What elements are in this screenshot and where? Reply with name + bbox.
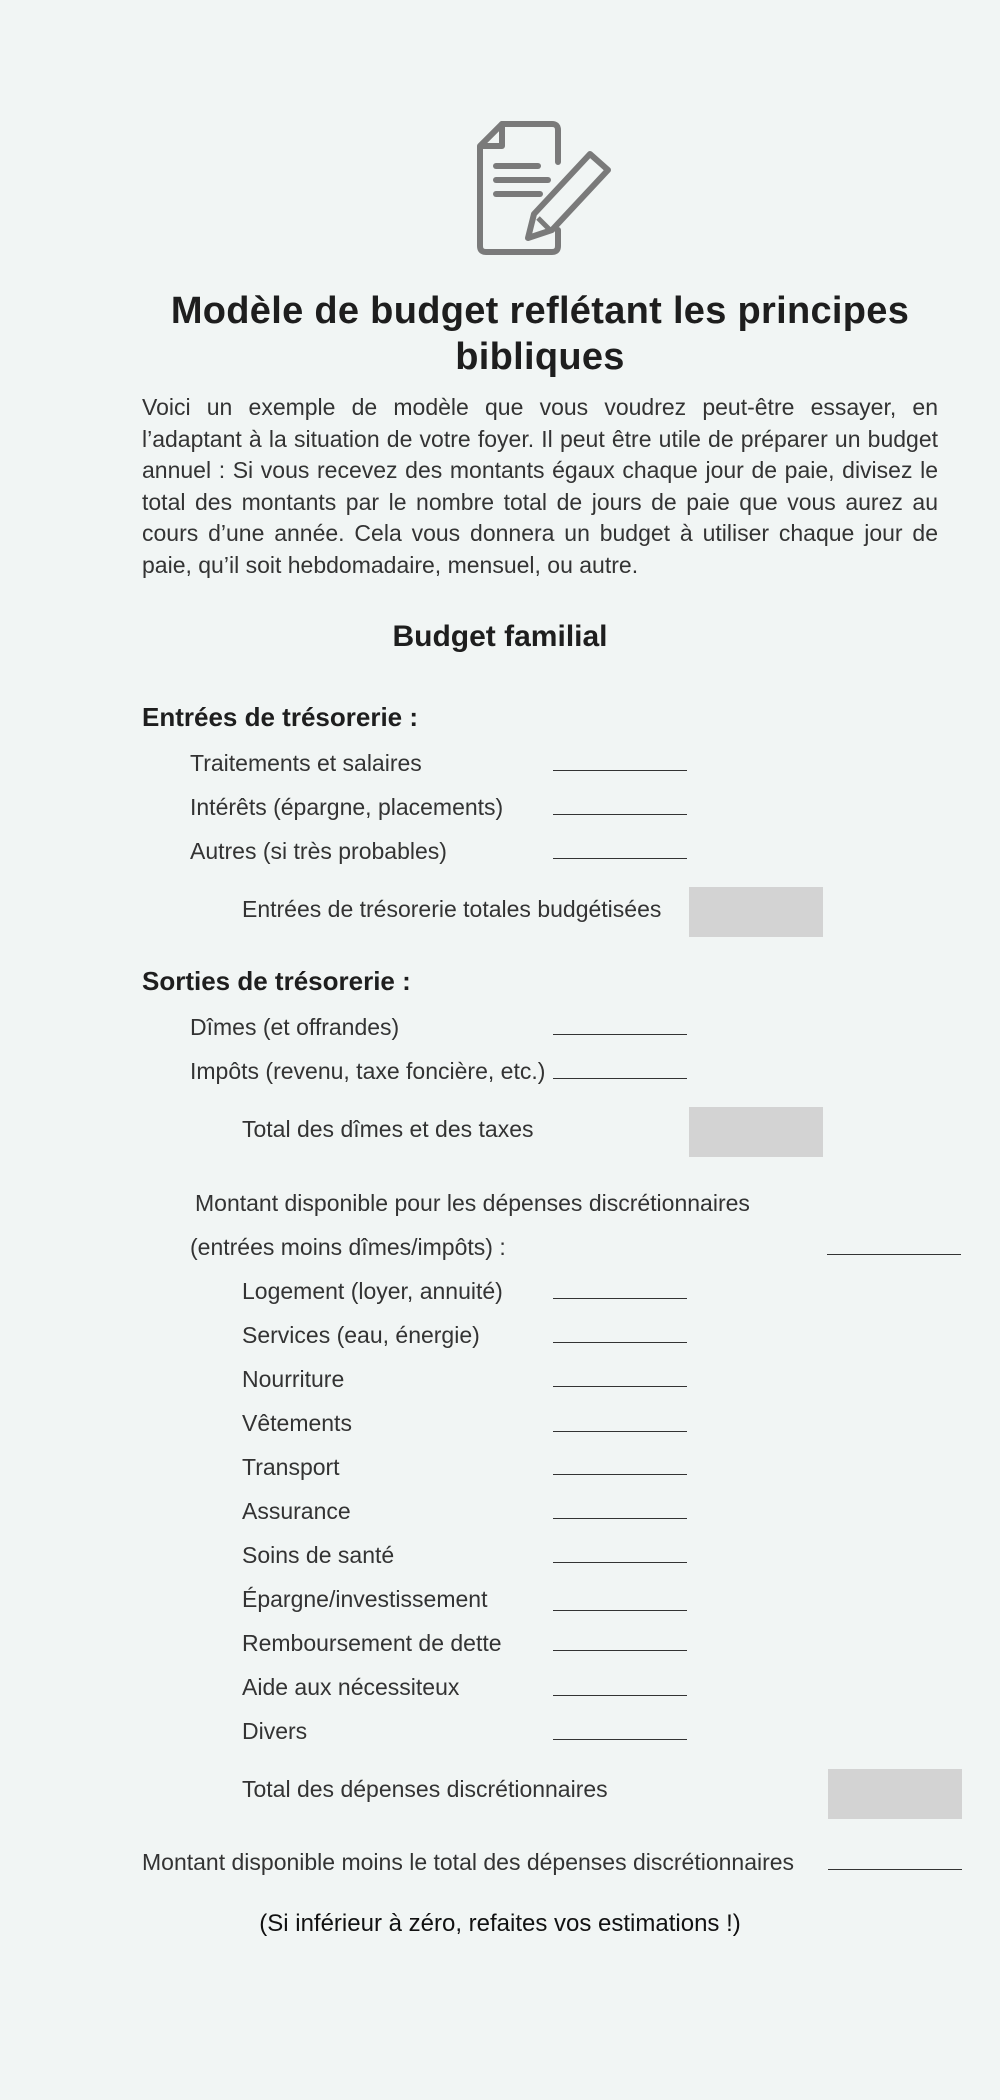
- expense-item-label: Assurance: [242, 1498, 351, 1524]
- expense-item-field[interactable]: [553, 1695, 687, 1696]
- income-total-label: Entrées de trésorerie totales budgétisées: [242, 896, 662, 922]
- expense-item-label: Soins de santé: [242, 1542, 395, 1568]
- outflow-item-label: Impôts (revenu, taxe foncière, etc.): [190, 1058, 546, 1084]
- income-total-box[interactable]: [689, 887, 823, 937]
- expense-item-label: Services (eau, énergie): [242, 1322, 480, 1348]
- intro-paragraph: Voici un exemple de modèle que vous voudrez peut-être essayer, en l’adaptant à la situation de votre foyer. Il peut être utile de préparer un budget annuel : Si vous recevez des montants égaux chaque jour de paie, divisez le total des montants par le nombre total de jours de paie que vous aurez au cours d’une année. Cela vous donnera un budget à utiliser chaque jour de paie, qu’il soit hebdomadaire, mensuel, ou autre.: [142, 394, 938, 578]
- income-heading: Entrées de trésorerie :: [142, 702, 419, 732]
- income-item-label: Intérêts (épargne, placements): [190, 794, 504, 820]
- outflow-heading: Sorties de trésorerie :: [142, 966, 411, 996]
- note: (Si inférieur à zéro, refaites vos estimations !): [259, 1910, 741, 1937]
- income-item-label: Traitements et salaires: [190, 750, 422, 776]
- expenses-total-box[interactable]: [828, 1769, 962, 1819]
- expense-item-field[interactable]: [553, 1562, 687, 1563]
- expense-item-label: Transport: [242, 1454, 340, 1480]
- expense-item-field[interactable]: [553, 1518, 687, 1519]
- page-title: Modèle de budget reflétant les principes bibliques: [170, 290, 910, 378]
- form-title: Budget familial: [392, 620, 608, 653]
- expense-item-label: Divers: [242, 1718, 308, 1744]
- outflow-total-box[interactable]: [689, 1107, 823, 1157]
- expense-item-field[interactable]: [553, 1342, 687, 1343]
- available-field[interactable]: [827, 1254, 961, 1255]
- expense-item-field[interactable]: [553, 1431, 687, 1432]
- expense-item-label: Logement (loyer, annuité): [242, 1278, 503, 1304]
- outflow-item-label: Dîmes (et offrandes): [190, 1014, 400, 1040]
- outflow-total-label: Total des dîmes et des taxes: [242, 1116, 534, 1142]
- income-item-field[interactable]: [553, 814, 687, 815]
- expense-item-label: Remboursement de dette: [242, 1630, 502, 1656]
- document-pencil-icon: [472, 118, 624, 258]
- income-item-field[interactable]: [553, 770, 687, 771]
- remaining-field[interactable]: [828, 1869, 962, 1870]
- expense-item-field[interactable]: [553, 1650, 687, 1651]
- available-label-line2: (entrées moins dîmes/impôts) :: [190, 1234, 506, 1260]
- expense-item-field[interactable]: [553, 1610, 687, 1611]
- outflow-item-field[interactable]: [553, 1078, 687, 1079]
- expense-item-field[interactable]: [553, 1298, 687, 1299]
- expense-item-field[interactable]: [553, 1386, 687, 1387]
- expense-item-field[interactable]: [553, 1739, 687, 1740]
- outflow-item-field[interactable]: [553, 1034, 687, 1035]
- available-label-line1: Montant disponible pour les dépenses discrétionnaires: [195, 1190, 750, 1216]
- expense-item-label: Vêtements: [242, 1410, 352, 1436]
- income-item-field[interactable]: [553, 858, 687, 859]
- remaining-label: Montant disponible moins le total des dépenses discrétionnaires: [142, 1849, 795, 1875]
- income-item-label: Autres (si très probables): [190, 838, 447, 864]
- expense-item-label: Aide aux nécessiteux: [242, 1674, 460, 1700]
- expense-item-label: Nourriture: [242, 1366, 345, 1392]
- expenses-total-label: Total des dépenses discrétionnaires: [242, 1776, 608, 1802]
- expense-item-label: Épargne/investissement: [242, 1586, 488, 1612]
- expense-item-field[interactable]: [553, 1474, 687, 1475]
